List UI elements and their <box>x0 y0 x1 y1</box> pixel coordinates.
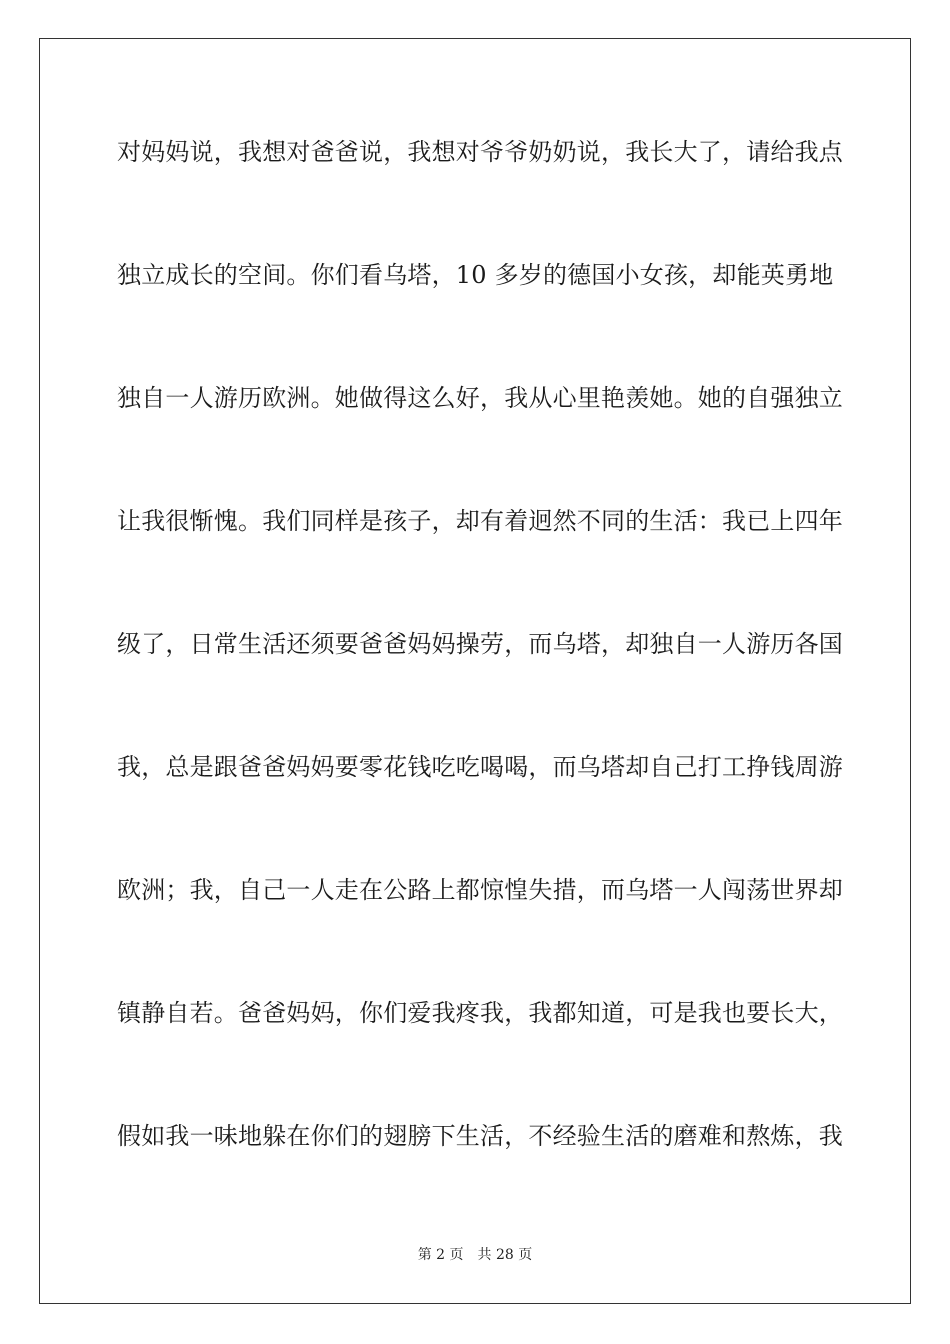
page-footer <box>0 1245 950 1265</box>
text-line: 独自一人游历欧洲。她做得这么好，我从心里艳羡她。她的自强独立 <box>117 384 843 412</box>
text-line: 我，总是跟爸爸妈妈要零花钱吃吃喝喝，而乌塔却自己打工挣钱周游 <box>117 753 843 781</box>
text-line: 欧洲；我，自己一人走在公路上都惊惶失措，而乌塔一人闯荡世界却 <box>117 876 843 904</box>
text-line: 假如我一味地躲在你们的翅膀下生活，不经验生活的磨难和熬炼，我 <box>117 1122 843 1150</box>
page-total: 共 28 页 <box>477 1247 533 1263</box>
page-border <box>39 38 911 1304</box>
text-line: 镇静自若。爸爸妈妈，你们爱我疼我，我都知道，可是我也要长大， <box>117 999 843 1027</box>
text-line: 让我很惭愧。我们同样是孩子，却有着迥然不同的生活：我已上四年 <box>117 507 843 535</box>
text-line: 独立成长的空间。你们看乌塔，10 多岁的德国小女孩，却能英勇地 <box>117 261 834 289</box>
page-number: 第 2 页 <box>417 1247 464 1263</box>
text-line: 级了，日常生活还须要爸爸妈妈操劳，而乌塔，却独自一人游历各国 <box>117 630 843 658</box>
text-line: 对妈妈说，我想对爸爸说，我想对爷爷奶奶说，我长大了，请给我点 <box>117 138 843 166</box>
